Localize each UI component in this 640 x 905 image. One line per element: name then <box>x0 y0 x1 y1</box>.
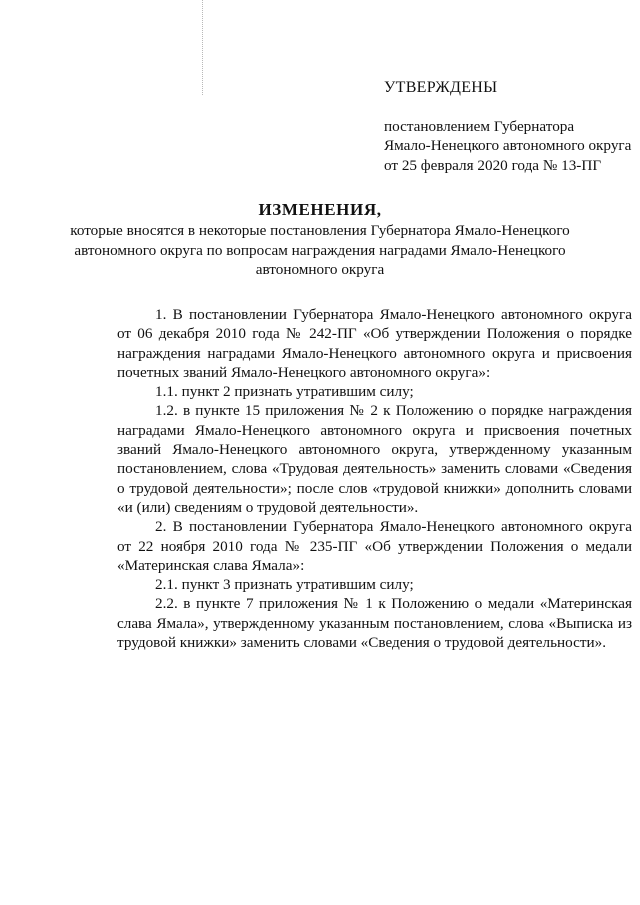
paragraph-1: 1. В постановлении Губернатора Ямало-Ненецкого автономного округа от 06 декабря 2010 года № 242-ПГ «Об утверждении Положения о порядке награждения наградами Ямало-Ненецкого автономного округа и присвоения почетных званий Ямало-Ненецкого автономного округа»: <box>117 306 632 381</box>
document-body <box>117 305 632 652</box>
approval-stamp <box>384 78 634 175</box>
approval-title: УТВЕРЖДЕНЫ <box>384 79 498 96</box>
paragraph-1-2: 1.2. в пункте 15 приложения № 2 к Положению о порядке награждения наградами Ямало-Ненецкого автономного округа и присвоения почетных званий Ямало-Ненецкого автономного округа, утвержденному указанным постановлением, слова «Трудовая деятельность» заменить словами «Сведения о трудовой деятельности»; после слов «трудовой книжки» дополнить словами «и (или) сведениям о трудовой деятельности». <box>117 402 632 516</box>
paragraph-1-1: 1.1. пункт 2 признать утратившим силу; <box>155 383 414 401</box>
paragraph-2-2: 2.2. в пункте 7 приложения № 1 к Положению о медали «Материнская слава Ямала», утвержденному указанным постановлением, слова «Выписка из трудовой книжки» заменить словами «Сведения о трудовой деятельности». <box>117 595 632 652</box>
approval-line-3: от 25 февраля 2020 года № 13-ПГ <box>384 156 602 174</box>
approval-line-2: Ямало-Ненецкого автономного округа <box>384 137 632 154</box>
paragraph-2: 2. В постановлении Губернатора Ямало-Ненецкого автономного округа от 22 ноября 2010 года № 235-ПГ «Об утверждении Положения о медали «Материнская слава Ямала»: <box>117 518 632 574</box>
document-title: ИЗМЕНЕНИЯ, <box>258 200 382 219</box>
approval-line-1: постановлением Губернатора <box>384 117 575 135</box>
document-heading <box>0 200 640 280</box>
binding-margin-marks <box>202 0 207 95</box>
document-subtitle: которые вносятся в некоторые постановления Губернатора Ямало-Ненецкого автономного округа по вопросам награждения наградами Ямало-Ненецкого автономного округа <box>70 222 570 278</box>
paragraph-2-1: 2.1. пункт 3 признать утратившим силу; <box>155 576 414 594</box>
